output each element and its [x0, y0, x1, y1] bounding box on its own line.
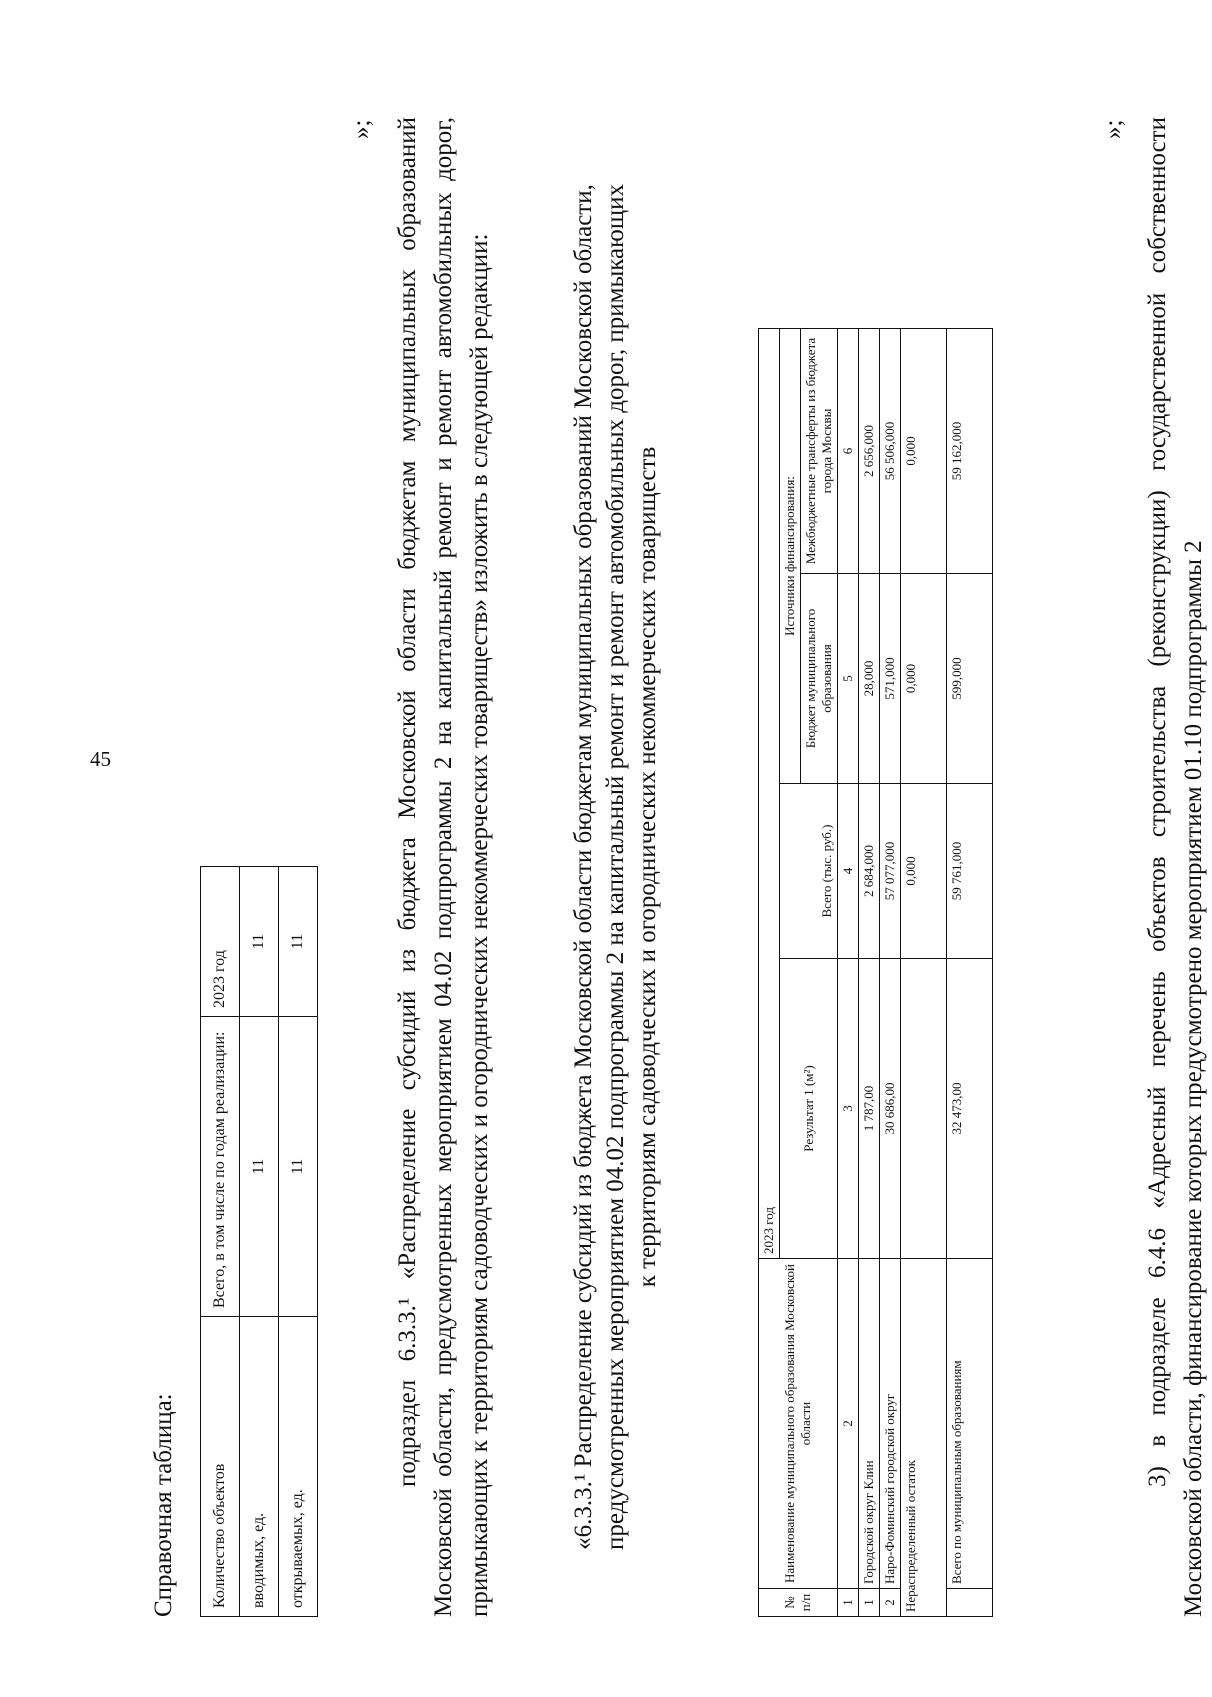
table-cell: 32 473,00 — [947, 959, 993, 1259]
table-cell: 1 787,00 — [859, 959, 880, 1259]
reference-table — [200, 866, 318, 1617]
header-total: Всего (тыс. руб.) — [780, 784, 838, 959]
table-cell: 2 — [880, 1589, 901, 1617]
paragraph-subsection-6-3-3: подраздел 6.3.3.¹ «Распределение субсидий из бюджета Московской области бюджетам муниципальных образований Московской области, предусмотренных мероприятием 04.02 подпрограммы 2 на капитальный ремонт и ремонт автомобильных дорог, примыкающих к территориям садоводческих и огороднических некоммерческих товариществ» изложить в следующей редакции: — [394, 117, 493, 1617]
table-cell: Всего, в том числе по годам реализации: — [201, 1017, 240, 1317]
table-cell: открываемых, ед. — [279, 1317, 318, 1617]
table-row — [901, 329, 947, 1617]
paragraph-subsection-6-4-6: 3) в подразделе 6.4.6 «Адресный перечень объектов строительства (реконструкции) государственной собственности Московской области, финансирование которых предусмотрено мероприятием 01.10 подпрограммы 2 — [1144, 117, 1207, 1617]
table-cell: 56 506,000 — [880, 329, 901, 574]
table-cell — [947, 1589, 993, 1617]
section-heading: «6.3.3.¹ Распределение субсидий из бюджета Московской области бюджетам муниципальных образований Московской области, предусмотренных мероприятием 04.02 подпрограммы 2 на капитальный ремонт и ремонт автомобильных дорог, примыкающих к территориям садоводческих и огороднических некоммерческих товариществ — [570, 184, 661, 1550]
table-cell: 571,000 — [880, 574, 901, 784]
table-cell: 6 — [838, 329, 859, 574]
table-cell: 599,000 — [947, 574, 993, 784]
header-year: 2023 год — [759, 329, 780, 1259]
table-cell: 11 — [279, 867, 318, 1017]
table-cell: Всего по муниципальным образованиям — [947, 1259, 993, 1589]
table-cell — [901, 959, 947, 1259]
table-cell: 0,000 — [901, 574, 947, 784]
table-row — [880, 329, 901, 1617]
table-header-row — [759, 329, 780, 1617]
table-cell: Нераспределенный остаток — [901, 1259, 947, 1617]
table-cell: 59 761,000 — [947, 784, 993, 959]
subsidy-distribution-table — [758, 328, 993, 1617]
table-cell: 5 — [838, 574, 859, 784]
table-row — [859, 329, 880, 1617]
table-cell: вводимых, ед. — [240, 1317, 279, 1617]
table-cell: 2023 год — [201, 867, 240, 1017]
table-row — [279, 867, 318, 1617]
table-cell: 11 — [240, 867, 279, 1017]
table-cell: 30 686,00 — [880, 959, 901, 1259]
header-transfers: Межбюджетные трансферты из бюджета города Москвы — [801, 329, 838, 574]
table-cell: 59 162,000 — [947, 329, 993, 574]
table-total-row — [947, 329, 993, 1617]
column-number-row — [838, 329, 859, 1617]
table-cell: 11 — [279, 1017, 318, 1317]
header-municipality: Наименование муниципального образования Московской области — [759, 1259, 838, 1589]
table-cell: 2 — [838, 1259, 859, 1589]
table-cell: Количество объектов — [201, 1317, 240, 1617]
page-number: 45 — [90, 747, 111, 771]
table-cell: 4 — [838, 784, 859, 959]
table-cell: 2 684,000 — [859, 784, 880, 959]
table-row — [201, 867, 240, 1617]
table-cell: 57 077,000 — [880, 784, 901, 959]
table-cell: 0,000 — [901, 329, 947, 574]
table-cell: 2 656,000 — [859, 329, 880, 574]
table-cell: Городской округ Клин — [859, 1259, 880, 1589]
closing-quote-mark: »; — [1100, 119, 1127, 139]
table-cell: 3 — [838, 959, 859, 1259]
table-cell: 1 — [838, 1589, 859, 1617]
table-cell: 1 — [859, 1589, 880, 1617]
closing-quote-mark: »; — [348, 119, 375, 139]
table-cell: 0,000 — [901, 784, 947, 959]
reference-caption: Справочная таблица: — [150, 1393, 177, 1617]
table-cell: 11 — [240, 1017, 279, 1317]
table-row — [240, 867, 279, 1617]
header-municipal-budget: Бюджет муниципального образования — [801, 574, 838, 784]
table-cell: Наро-Фоминский городской округ — [880, 1259, 901, 1589]
header-result: Результат 1 (м²) — [780, 959, 838, 1259]
header-sources: Источники финансирования: — [780, 329, 801, 784]
header-number: № п/п — [759, 1589, 838, 1617]
table-cell: 28,000 — [859, 574, 880, 784]
